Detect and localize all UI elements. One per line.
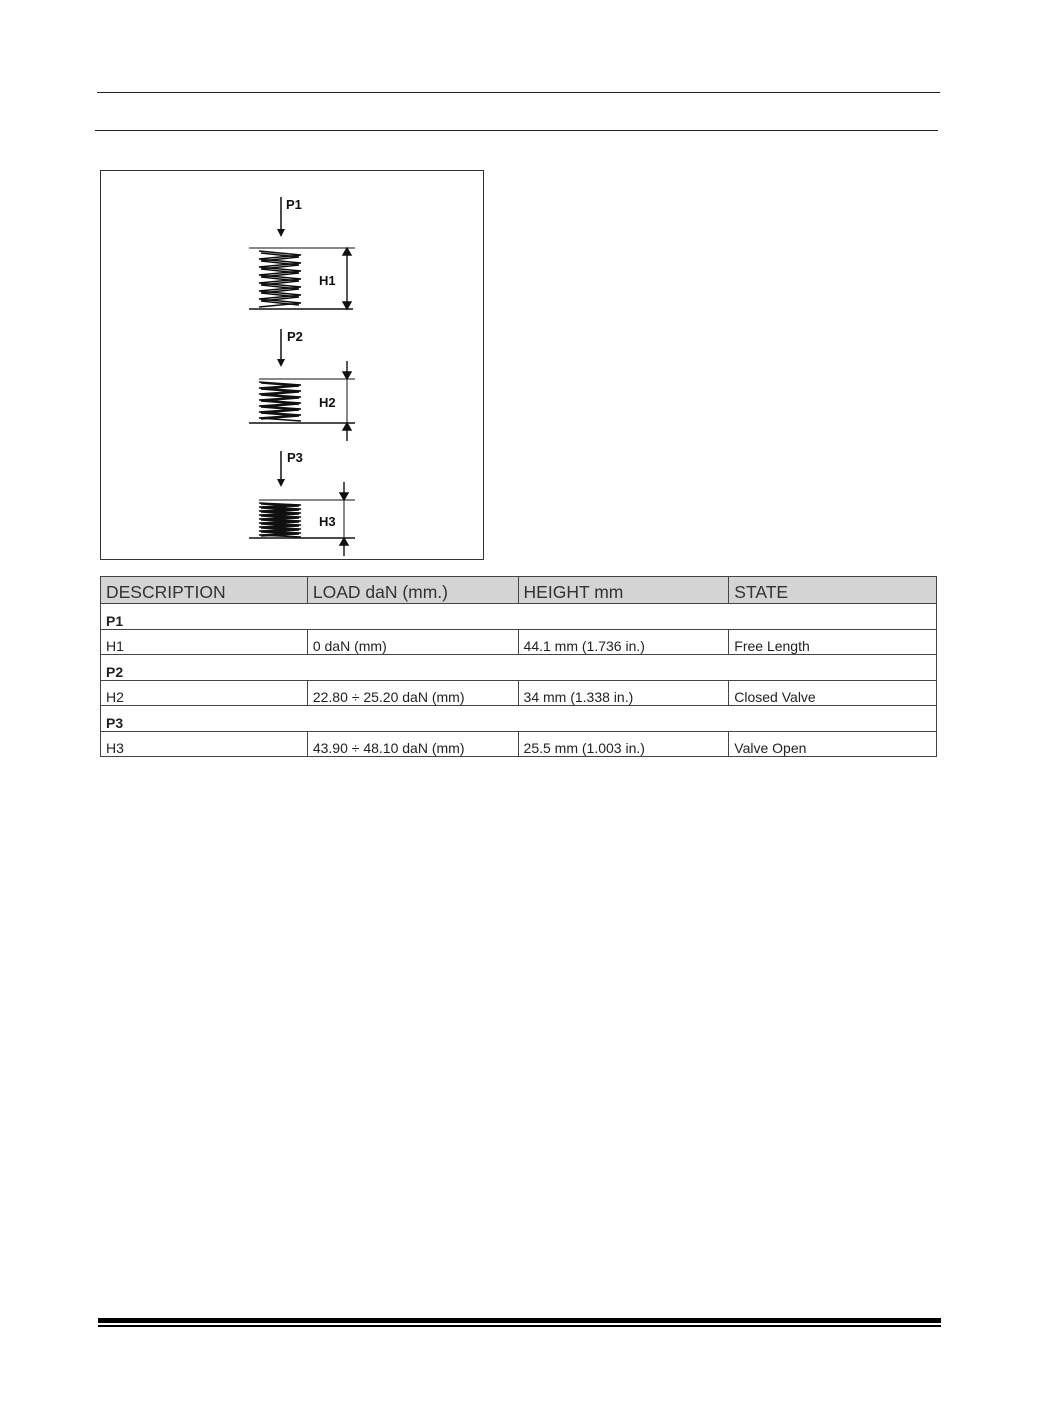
valve-spring-figure bbox=[100, 170, 484, 560]
group-label: P3 bbox=[101, 706, 937, 732]
cell-description: H3 bbox=[101, 731, 308, 757]
valve-spring-diagram bbox=[101, 171, 485, 561]
group-row-p2 bbox=[101, 655, 937, 681]
table-row bbox=[101, 731, 937, 757]
cell-state: Valve Open bbox=[729, 731, 937, 757]
cell-height: 34 mm (1.338 in.) bbox=[518, 680, 729, 706]
label-h1: H1 bbox=[319, 273, 336, 288]
table-row bbox=[101, 629, 937, 655]
dimension-h2 bbox=[343, 361, 351, 441]
label-p3: P3 bbox=[287, 450, 303, 465]
cell-height: 44.1 mm (1.736 in.) bbox=[518, 629, 729, 655]
header-rule-bottom bbox=[95, 130, 938, 131]
group-row-p1 bbox=[101, 604, 937, 630]
spring-h2 bbox=[249, 379, 355, 423]
valve-spring-spec-table bbox=[100, 576, 937, 757]
spring-h3 bbox=[249, 500, 355, 538]
cell-description: H2 bbox=[101, 680, 308, 706]
cell-state: Closed Valve bbox=[729, 680, 937, 706]
column-header-height: HEIGHT mm bbox=[518, 577, 729, 604]
cell-load: 43.90 ÷ 48.10 daN (mm) bbox=[307, 731, 518, 757]
header-rule-top bbox=[97, 92, 940, 93]
cell-load: 22.80 ÷ 25.20 daN (mm) bbox=[307, 680, 518, 706]
table-header-row bbox=[101, 577, 937, 604]
column-header-load: LOAD daN (mm.) bbox=[307, 577, 518, 604]
cell-description: H1 bbox=[101, 629, 308, 655]
footer-rule-thin bbox=[98, 1325, 941, 1327]
group-label: P2 bbox=[101, 655, 937, 681]
label-p2: P2 bbox=[287, 329, 303, 344]
spring-h1 bbox=[249, 248, 355, 309]
group-row-p3 bbox=[101, 706, 937, 732]
group-label: P1 bbox=[101, 604, 937, 630]
label-p1: P1 bbox=[286, 197, 302, 212]
load-arrowhead-p2 bbox=[277, 359, 285, 367]
cell-load: 0 daN (mm) bbox=[307, 629, 518, 655]
table-row bbox=[101, 680, 937, 706]
dimension-h1 bbox=[343, 248, 351, 309]
footer-rule-thick bbox=[98, 1318, 941, 1323]
label-h2: H2 bbox=[319, 395, 336, 410]
label-h3: H3 bbox=[319, 514, 336, 529]
dimension-h3 bbox=[340, 482, 348, 556]
column-header-description: DESCRIPTION bbox=[101, 577, 308, 604]
cell-height: 25.5 mm (1.003 in.) bbox=[518, 731, 729, 757]
load-arrowhead-p1 bbox=[277, 229, 285, 237]
load-arrowhead-p3 bbox=[277, 479, 285, 487]
column-header-state: STATE bbox=[729, 577, 937, 604]
cell-state: Free Length bbox=[729, 629, 937, 655]
